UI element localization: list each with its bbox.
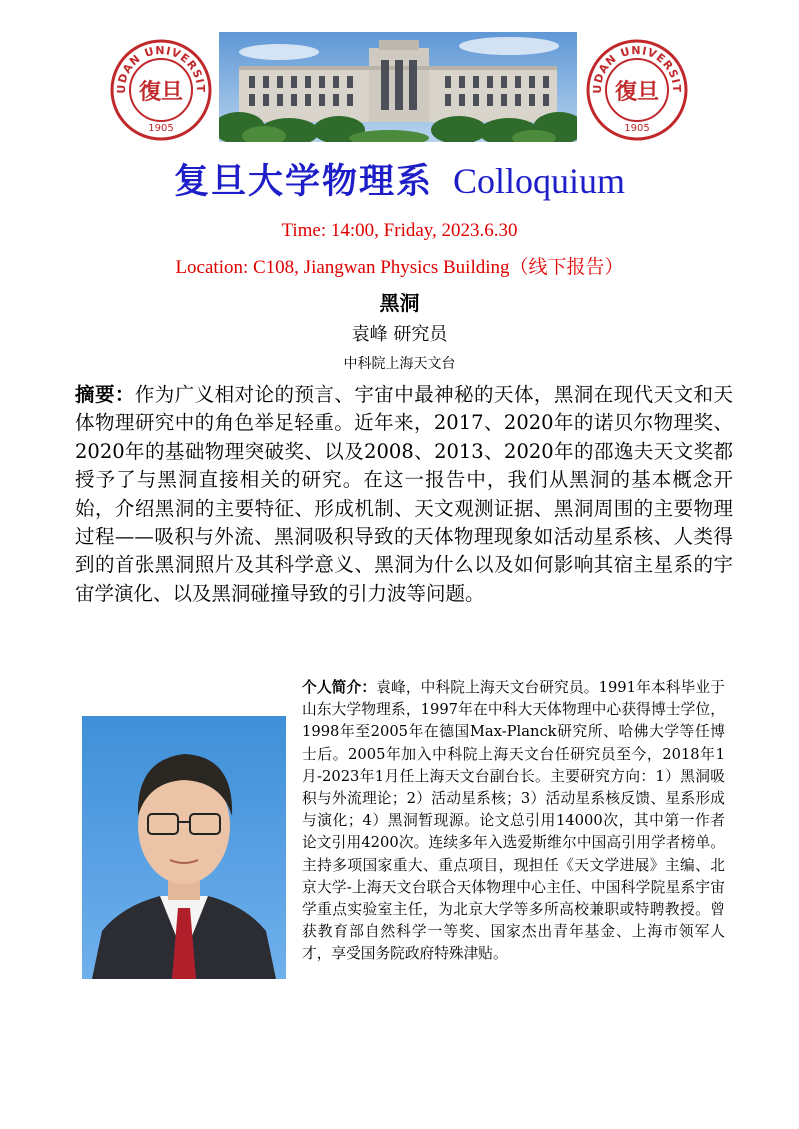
seal-year: 1905 (624, 123, 650, 134)
seal-glyph: 復旦 (614, 79, 660, 105)
abstract-text: 作为广义相对论的预言、宇宙中最神秘的天体，黑洞在现代天文和天体物理研究中的角色举足轻重。近年来，2017、2020年的诺贝尔物理奖、2020年的基础物理突破奖、以及2008、2013、2020年的邵逸夫天文奖都授予了与黑洞直接相关的研究。在这一报告中，我们从黑洞的基本概念开始，介绍黑洞的主要特征、形成机制、天文观测证据、黑洞周围的主要物理过程——吸积与外流、黑洞吸积导致的天体物理现象如活动星系核、人类得到的首张黑洞照片及其科学意义、黑洞为什么以及如何影响其宿主星系的宇宙学演化、以及黑洞碰撞导致的引力波等问题。 (75, 383, 733, 605)
title-chinese: 复旦大学物理系 (173, 161, 433, 202)
abstract-label: 摘要： (75, 383, 135, 406)
university-seal-left (109, 38, 213, 142)
abstract-paragraph (75, 381, 733, 608)
bio-paragraph (302, 677, 725, 966)
speaker-name: 袁峰 研究员 (351, 324, 448, 345)
bio-label: 个人简介： (302, 679, 377, 696)
event-location: Location: C108, Jiangwan Physics Building（线下报告） (175, 257, 624, 278)
seal-text: UDAN UNIVERSIT (590, 43, 684, 94)
speaker-photo (82, 716, 286, 979)
building-photo (219, 32, 577, 142)
page-title (0, 158, 799, 205)
university-seal-right (585, 38, 689, 142)
event-time: Time: 14:00, Friday, 2023.6.30 (281, 220, 518, 241)
seal-year: 1905 (148, 123, 174, 134)
bio-text: 袁峰，中科院上海天文台研究员。1991年本科毕业于山东大学物理系，1997年在中科大天体物理中心获得博士学位，1998年至2005年在德国Max-Planck研究所、哈佛大学等任博士后。2005年加入中科院上海天文台任研究员至今，2018年1月-2023年1月任上海天文台副台长。主要研究方向：1）黑洞吸积与外流理论；2）活动星系核；3）活动星系核反馈、星系形成与演化；4）黑洞暂现源。论文总引用14000次，其中第一作者论文引用4200次。连续多年入选爱斯维尔中国高引用学者榜单。主持多项国家重大、重点项目，现担任《天文学进展》主编、北京大学-上海天文台联合天体物理中心主任、中国科学院星系宇宙学重点实验室主任，为北京大学等多所高校兼职或特聘教授。曾获教育部自然科学一等奖、国家杰出青年基金、上海市领军人才，享受国务院政府特殊津贴。 (302, 679, 725, 963)
title-english: Colloquium (452, 161, 626, 201)
seal-glyph: 復旦 (138, 79, 184, 105)
talk-title: 黑洞 (379, 291, 420, 315)
speaker-affiliation: 中科院上海天文台 (343, 356, 456, 372)
seal-text: UDAN UNIVERSIT (114, 43, 208, 94)
